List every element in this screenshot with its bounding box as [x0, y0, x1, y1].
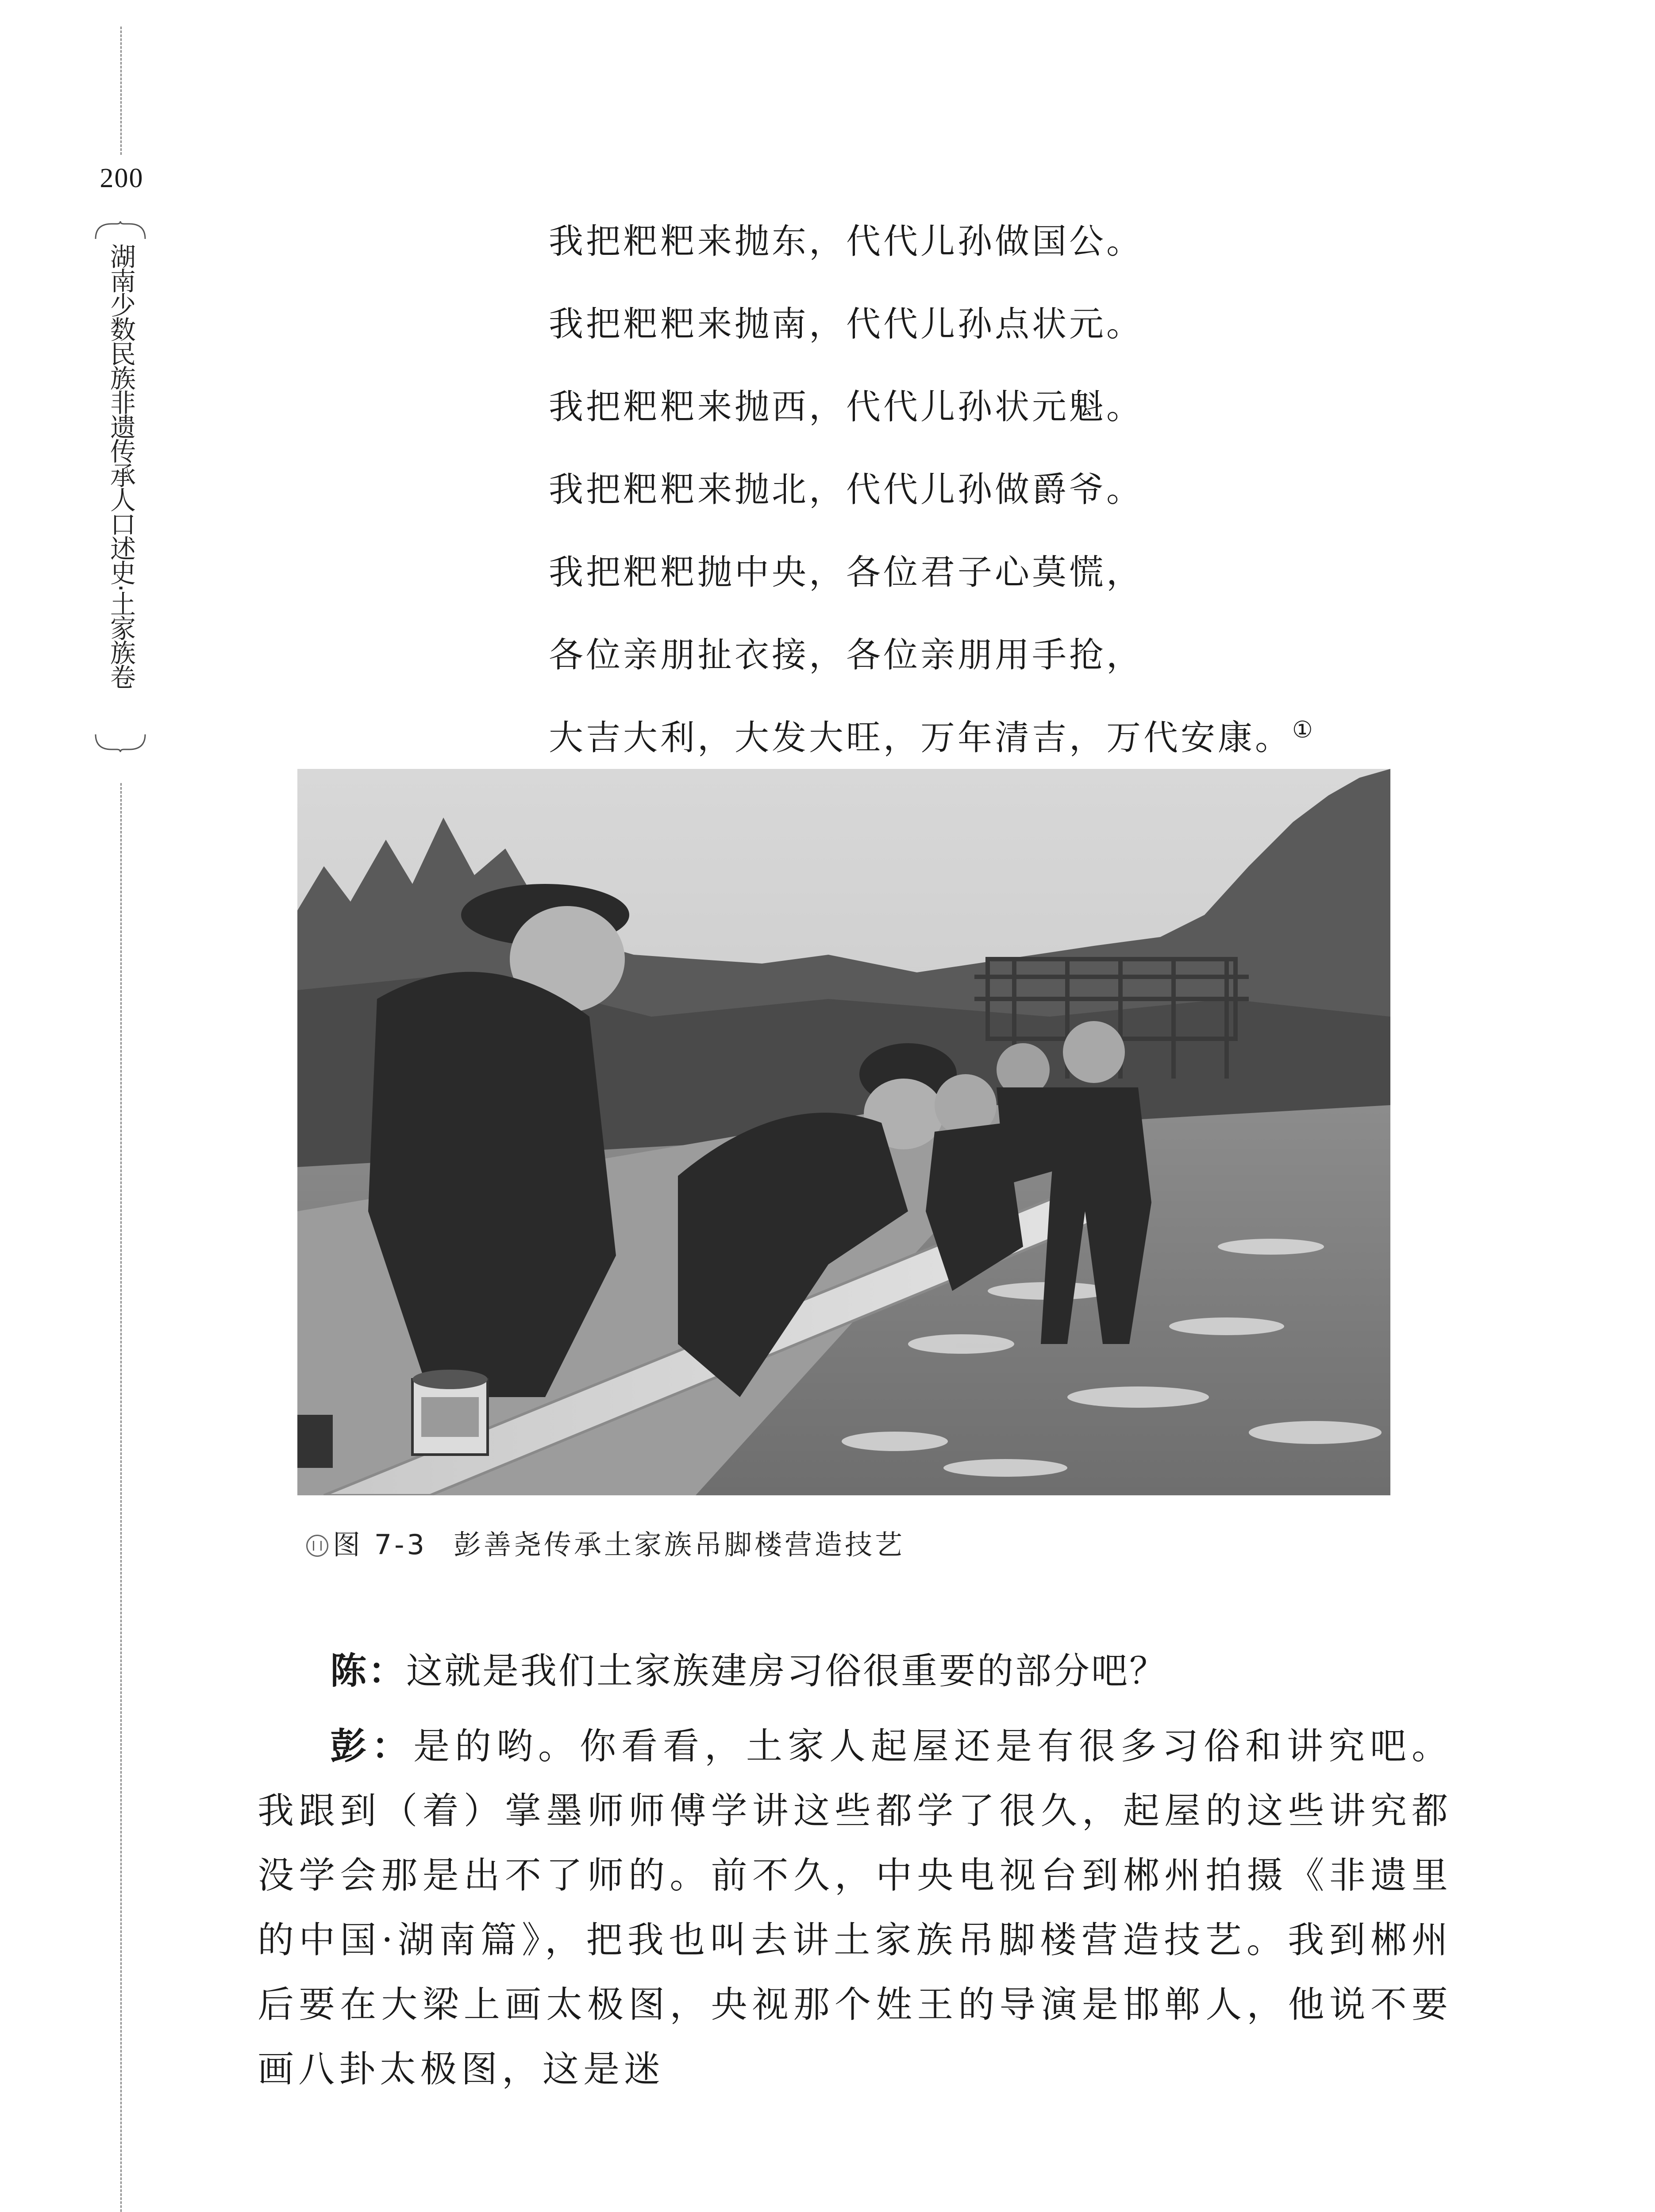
- footnote-reference[interactable]: ①: [1292, 717, 1316, 743]
- song-line-last: [549, 718, 1522, 758]
- photo-carpenters-marking-beam: [297, 769, 1390, 1495]
- page-number: 200: [100, 163, 144, 193]
- running-head-title: 湖南少数民族非遗传承人口述史·土家族卷: [106, 243, 136, 688]
- song-line: 各位亲朋扯衣接，各位亲朋用手抢，: [549, 635, 1144, 675]
- song-line: 我把粑粑来抛东，代代儿孙做国公。: [549, 222, 1144, 261]
- ritual-song: [549, 221, 1522, 800]
- figure-bullet-icon: [306, 1535, 328, 1557]
- speaker-label: 彭：: [330, 1725, 413, 1767]
- song-line: 我把粑粑抛中央，各位君子心莫慌，: [549, 553, 1144, 592]
- song-line: 我把粑粑来抛北，代代儿孙做爵爷。: [549, 470, 1144, 510]
- margin-dashed-rule-bottom: [120, 783, 122, 2212]
- bracket-top-icon: [94, 221, 147, 240]
- speaker-label: 陈：: [330, 1650, 407, 1692]
- song-line: 我把粑粑来抛南，代代儿孙点状元。: [549, 304, 1144, 344]
- dialogue-paragraph: [258, 1714, 1452, 2102]
- song-line-text: 大吉大利，大发大旺，万年清吉，万代安康。: [549, 718, 1293, 758]
- figure-caption: [306, 1527, 1413, 1563]
- dialogue-paragraph: [258, 1639, 1452, 1704]
- dialogue-text: 这就是我们土家族建房习俗很重要的部分吧？: [406, 1650, 1168, 1692]
- song-line: 我把粑粑来抛西，代代儿孙状元魁。: [549, 387, 1144, 427]
- dialogue-text: 是的哟。你看看，土家人起屋还是有很多习俗和讲究吧。我跟到（着）掌墨师师傅学讲这些都学了很久，起屋的这些讲究都没学会那是出不了师的。前不久，中央电视台到郴州拍摄《非遗里的中国·湖南篇》，把我也叫去讲土家族吊脚楼营造技艺。我到郴州后要在大梁上画太极图，央视那个姓王的导演是邯郸人，他说不要画八卦太极图，这是迷: [258, 1725, 1452, 2090]
- running-head: [94, 221, 147, 752]
- interview-dialogue: [258, 1639, 1452, 2102]
- figure-caption-text: 彭善尧传承土家族吊脚楼营造技艺: [453, 1528, 905, 1561]
- figure-number: 图 7-3: [333, 1528, 427, 1561]
- margin-dashed-rule-top: [120, 27, 122, 155]
- bracket-bottom-icon: [94, 733, 147, 752]
